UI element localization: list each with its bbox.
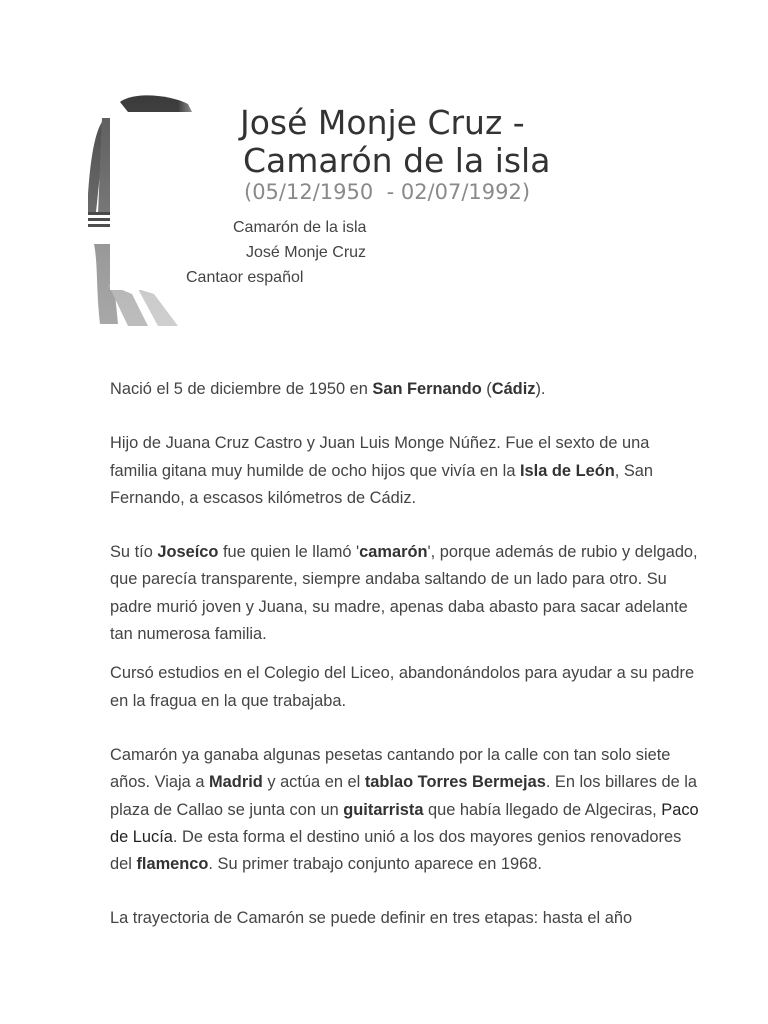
term-highlight: camarón [359,543,428,562]
place-link[interactable]: Madrid [209,773,263,792]
person-link[interactable]: Paco de Lucía [110,800,699,846]
place-link[interactable]: Cádiz [491,380,536,398]
paragraph-career: Camarón ya ganaba algunas pesetas cantando por la calle con tan solo siete años. Viaja a Madrid y actúa en el tablao Torres Bermejas. En los billares de la plaza de Callao se junta con un guitarrista que había llegado de Algeciras, Paco de Lucía. De esta forma el destino unió a los dos mayores genios renovadores del flamenco. Su primer trabajo conjunto aparece en 1968. [110,745,699,874]
title-line-2: Camarón de la isla [243,141,551,180]
venue-link[interactable]: tablao Torres Bermejas [364,773,546,792]
paragraph-stages: La trayectoria de Camarón se puede definir en tres etapas: hasta el año [110,909,633,928]
place-link[interactable]: Isla de León [520,461,615,480]
paragraph-studies: Cursó estudios en el Colegio del Liceo, abandonándolos para ayudar a su padre en la fragua en la que trabajaba. [110,664,695,710]
place-link[interactable]: San Fernando [372,380,482,398]
page-title [240,104,550,180]
biography-text [110,376,700,960]
title-line-1: José Monje Cruz - [240,103,525,142]
full-name-label: José Monje Cruz [246,244,367,261]
portrait-photo [88,94,212,326]
alias-label: Camarón de la isla [233,219,367,236]
life-dates: (05/12/1950 - 02/07/1992) [244,180,531,204]
paragraph-family: Hijo de Juana Cruz Castro y Juan Luis Monge Núñez. Fue el sexto de una familia gitana muy humilde de ocho hijos que vivía en la Isla de León, San Fernando, a escasos kilómetros de Cádiz. [110,434,654,507]
term-link[interactable]: guitarrista [343,800,424,819]
paragraph-birth: Nació el 5 de diciembre de 1950 en San Fernando (Cádiz). [110,380,546,398]
person-link[interactable]: Joseíco [157,543,219,562]
term-link[interactable]: flamenco [136,855,209,874]
occupation-label: Cantaor español [186,269,304,286]
paragraph-nickname: Su tío Joseíco fue quien le llamó 'camarón', porque además de rubio y delgado, que parecía transparente, siempre andaba saltando de un lado para otro. Su padre murió joven y Juana, su madre, apenas daba abasto para sacar adelante tan numerosa familia. [110,543,698,644]
